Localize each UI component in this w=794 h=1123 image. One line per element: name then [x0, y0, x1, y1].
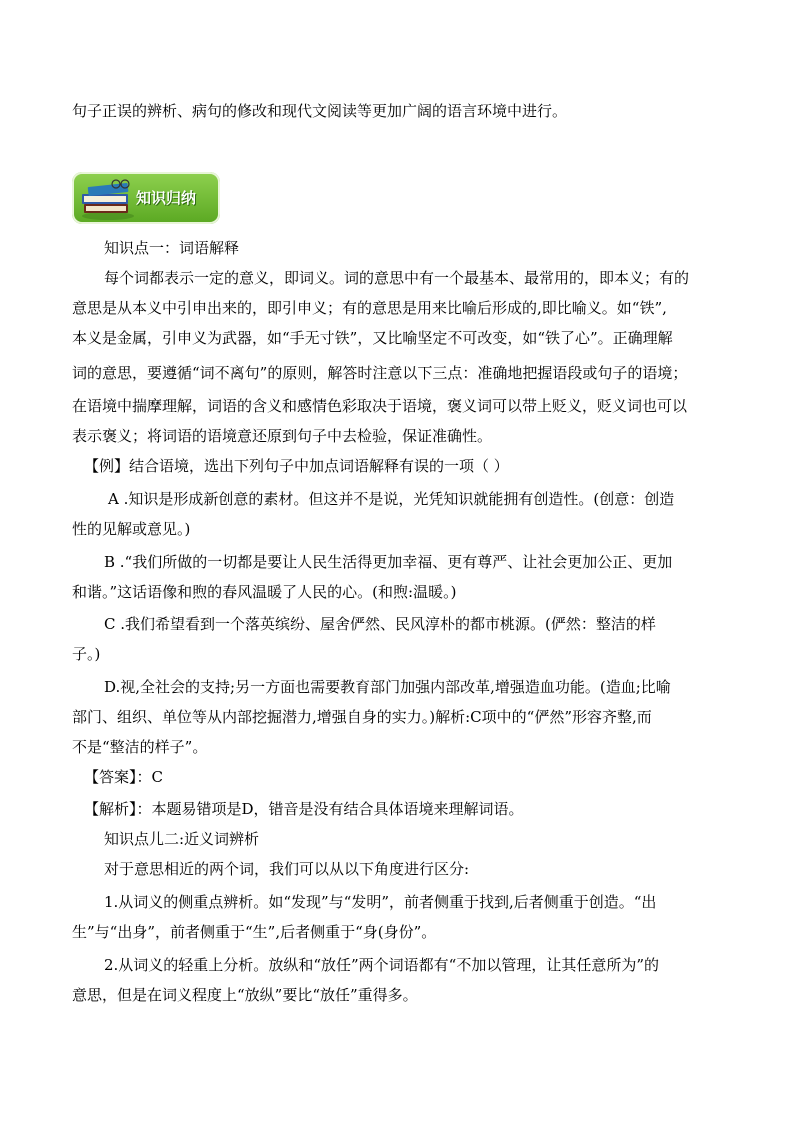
option-b-line-1: B .“我们所做的一切都是要让人民生活得更加幸福、更有尊严、让社会更加公正、更加: [104, 553, 673, 571]
kp1-line-5: 在语境中揣摩理解，词语的含义和感情色彩取决于语境，褒义词可以带上贬义，贬义词也可以: [72, 397, 688, 415]
kp1-line-3: 本义是金属，引申义为武器，如“手无寸铁”，又比喻坚定不可改变，如“铁了心”。正确理解: [72, 329, 673, 347]
kp1-line-4: 词的意思，要遵循“词不离句”的原则，解答时注意以下三点：准确地把握语段或句子的语境；: [72, 364, 688, 382]
analysis-tag: 【解析】: [84, 800, 137, 818]
kp1-line-6: 表示褒义；将词语的语境意还原到句子中去检验，保证准确性。: [72, 427, 493, 445]
answer-line: [84, 767, 163, 787]
analysis-line: [84, 799, 524, 819]
section-banner: [72, 172, 220, 224]
kp2-item2-line-2: 意思，但是在词义程度上“放纵”要比“放任”重得多。: [72, 986, 418, 1004]
example-tag: 【例】: [84, 457, 130, 475]
answer-tag: 【答案】: [84, 768, 137, 786]
kp2-item1-line-1: 1.从词义的侧重点辨析。如“发现”与“发明”，前者侧重于找到,后者侧重于创造。“出: [104, 893, 657, 911]
option-c-line-1: C .我们希望看到一个落英缤纷、屋舍俨然、民风淳朴的都市桃源。(俨然：整洁的样: [104, 615, 656, 633]
option-d-line-2: 部门、组织、单位等从内部挖掘潜力,增强自身的实力。)解析:C项中的“俨然”形容齐整,而: [72, 708, 652, 726]
kp1-line-2: 意思是从本义中引申出来的，即引申义；有的意思是用来比喻后形成的,即比喻义。如“铁”,: [72, 299, 667, 317]
kp2-title: 知识点儿二:近义词辨析: [104, 830, 260, 848]
books-icon: [78, 176, 138, 222]
kp1-title: 知识点一：词语解释: [104, 239, 240, 257]
kp2-item2-line-1: 2.从词义的轻重上分析。放纵和“放任”两个词语都有“不加以管理，让其任意所为”的: [104, 956, 659, 974]
kp1-line-1: 每个词都表示一定的意义，即词义。词的意思中有一个最基本、最常用的，即本义；有的: [104, 269, 690, 287]
option-b-line-2: 和谐。”这话语像和煦的春风温暖了人民的心。(和煦:温暖。): [72, 583, 457, 601]
kp2-intro: 对于意思相近的两个词，我们可以从以下角度进行区分:: [104, 860, 470, 878]
kp2-item1-line-2: 生”与“出身”，前者侧重于“生”,后者侧重于“身(身份”。: [72, 923, 437, 941]
analysis-text: ：本题易错项是D，错音是没有结合具体语境来理解词语。: [136, 800, 524, 818]
option-a-line-2: 性的见解或意见。): [72, 520, 191, 538]
option-d-line-3: 不是“整洁的样子”。: [72, 738, 208, 756]
option-a-line-1: A .知识是形成新创意的素材。但这并不是说，光凭知识就能拥有创造性。(创意：创造: [108, 490, 675, 508]
option-c-line-2: 子。): [72, 645, 101, 663]
option-d-line-1: D.视,全社会的支持;另一方面也需要教育部门加强内部改革,增强造血功能。(造血;比喻: [104, 678, 671, 696]
answer-value: ：C: [136, 768, 163, 786]
intro-paragraph: 句子正误的辨析、病句的修改和现代文阅读等更加广阔的语言环境中进行。: [72, 102, 568, 120]
example-question: [84, 456, 509, 476]
example-question-text: 结合语境，选出下列句子中加点词语解释有误的一项（ ）: [129, 457, 509, 475]
banner-label: 知识归纳: [136, 189, 197, 207]
